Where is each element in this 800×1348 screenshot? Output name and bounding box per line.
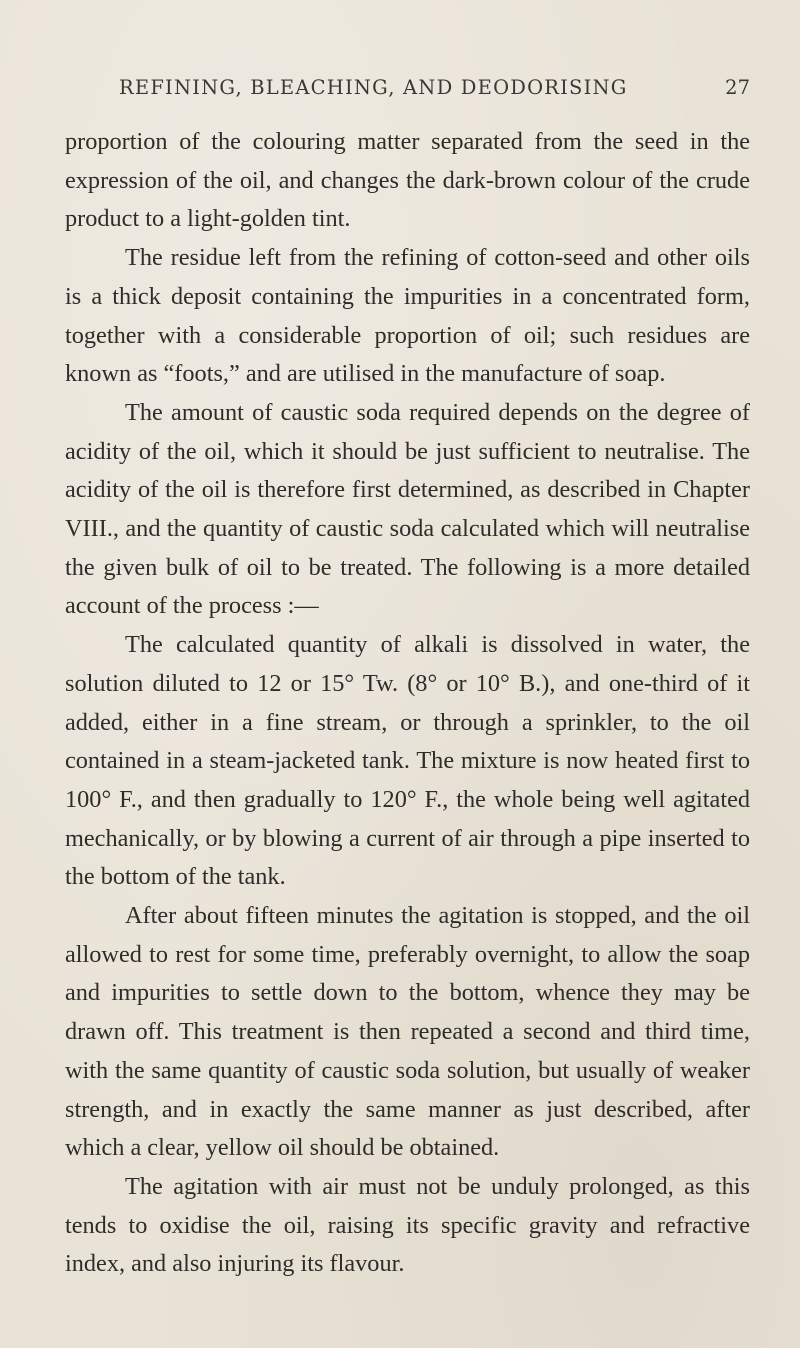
- page-number: 27: [725, 76, 750, 99]
- running-head: [65, 0, 750, 99]
- body-text: [65, 123, 750, 1284]
- paragraph-residue: The residue left from the refining of cotton-seed and other oils is a thick deposit containing the impurities in a concentrated form, together with a considerable proportion of oil; such residues are known as “foots,” and are utilised in the manufacture of soap.: [65, 244, 750, 388]
- paragraph-settling: After about fifteen minutes the agitation is stopped, and the oil allowed to rest for some time, preferably overnight, to allow the soap and impurities to settle down to the bottom, whence they may be drawn off. This treatment is then repeated a second and third time, with the same quantity of caustic soda solution, but usually of weaker strength, and in exactly the same manner as just described, after which a clear, yellow oil should be obtained.: [65, 902, 750, 1162]
- paragraph-caustic-soda: The amount of caustic soda required depends on the degree of acidity of the oil, which it should be just sufficient to neutralise. The acidity of the oil is therefore first determined, as described in Chapter VIII., and the quantity of caustic soda calculated which will neutralise the given bulk of oil to be treated. The following is a more detailed account of the process :—: [65, 398, 750, 620]
- paragraph-alkali-process: The calculated quantity of alkali is dissolved in water, the solution diluted to 12 or 15° Tw. (8° or 10° B.), and one-third of it added, either in a fine stream, or through a sprinkler, to the oil contained in a steam-jacketed tank. The mixture is now heated first to 100° F., and then gradually to 120° F., the whole being well agitated mechanically, or by blowing a current of air through a pipe inserted to the bottom of the tank.: [65, 631, 750, 891]
- running-title: REFINING, BLEACHING, AND DEODORISING: [119, 76, 628, 99]
- paragraph-continued: proportion of the colouring matter separated from the seed in the expression of the oil, and changes the dark-brown colour of the crude product to a light-golden tint.: [65, 128, 750, 233]
- paragraph-agitation: The agitation with air must not be unduly prolonged, as this tends to oxidise the oil, raising its specific gravity and refractive index, and also injuring its flavour.: [65, 1172, 750, 1278]
